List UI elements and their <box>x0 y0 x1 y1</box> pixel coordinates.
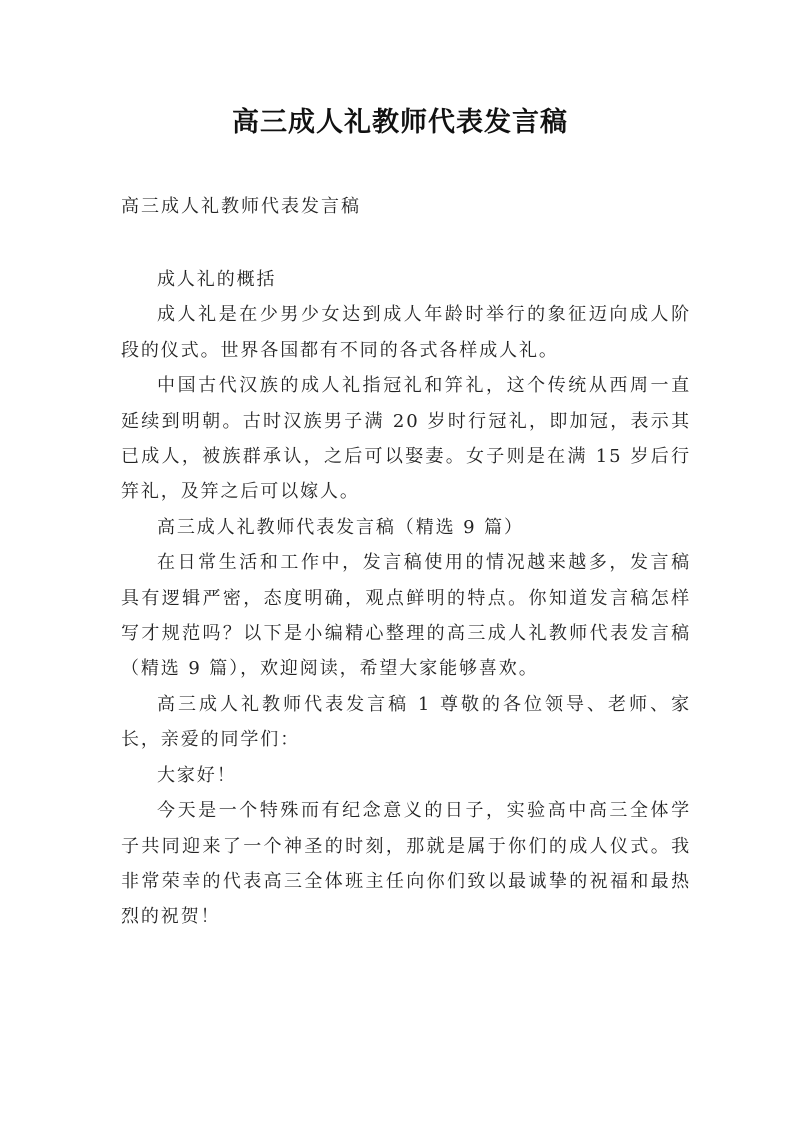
paragraph-speech-opening: 今天是一个特殊而有纪念意义的日子，实验高中高三全体学子共同迎来了一个神圣的时刻，那就是属于你们的成人仪式。我非常荣幸的代表高三全体班主任向你们致以最诚挚的祝福和最热烈的祝贺！ <box>121 800 691 928</box>
document-title: 高三成人礼教师代表发言稿 <box>232 107 568 138</box>
paragraph-collection-heading: 高三成人礼教师代表发言稿（精选 9 篇） <box>157 516 524 538</box>
document-subtitle: 高三成人礼教师代表发言稿 <box>121 196 361 217</box>
document-body <box>121 262 691 935</box>
paragraph-speech-1-salutation: 高三成人礼教师代表发言稿 1 尊敬的各位领导、老师、家长，亲爱的同学们： <box>121 693 691 751</box>
paragraph-definition: 成人礼是在少男少女达到成人年龄时举行的象征迈向成人阶段的仪式。世界各国都有不同的各式各样成人礼。 <box>121 304 691 361</box>
paragraph-introduction: 在日常生活和工作中，发言稿使用的情况越来越多，发言稿具有逻辑严密，态度明确，观点鲜明的特点。你知道发言稿怎样写才规范吗？以下是小编精心整理的高三成人礼教师代表发言稿（精选 9 篇），欢迎阅读，希望大家能够喜欢。 <box>121 552 691 680</box>
paragraph-greeting: 大家好！ <box>157 764 237 786</box>
paragraph-history: 中国古代汉族的成人礼指冠礼和笄礼，这个传统从西周一直延续到明朝。古时汉族男子满 20 岁时行冠礼，即加冠，表示其已成人，被族群承认，之后可以娶妻。女子则是在满 15 岁后行笄礼，及笄之后可以嫁人。 <box>121 375 691 503</box>
paragraph-overview-heading: 成人礼的概括 <box>157 269 277 290</box>
